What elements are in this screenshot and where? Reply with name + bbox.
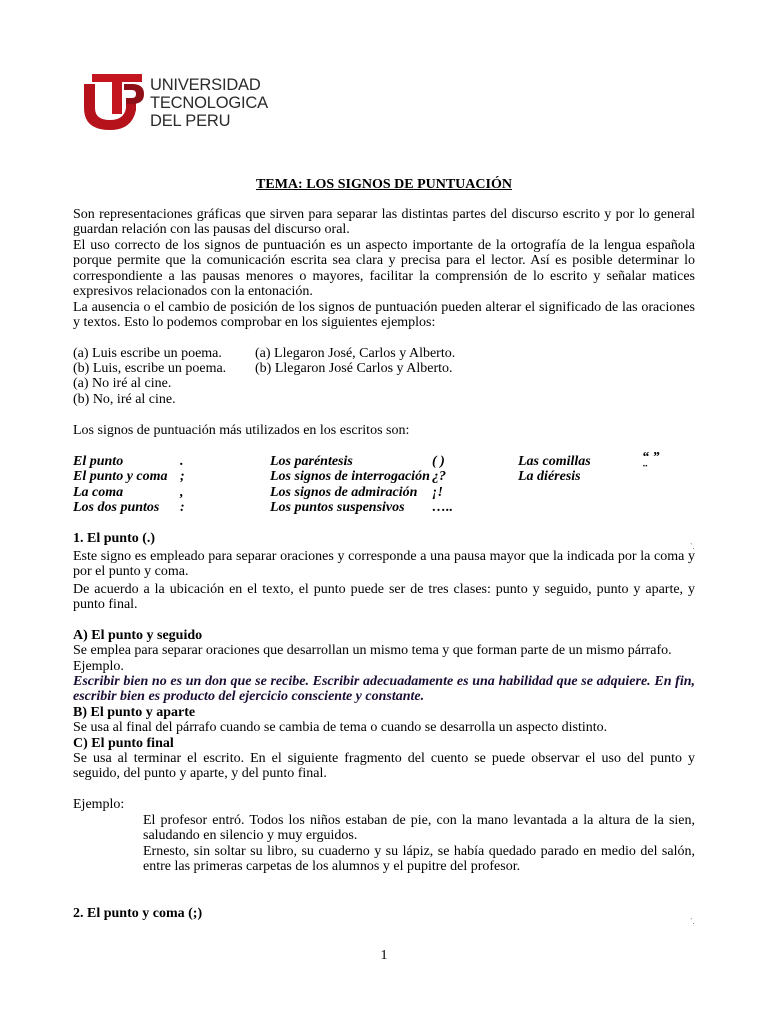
sign-name: Los dos puntos <box>73 500 160 515</box>
intro-paragraph-2: El uso correcto de los signos de puntuación es un aspecto importante de la ortografía de la lengua española porque permite que la comunicación escrita sea clara y precisa para el lector. Así es posible determinar lo correspondiente a las pausas menores o mayores, facilitar la comprensión de lo escrito y señalar matices expresivos relacionados con la entonación. <box>73 238 695 300</box>
section1-paragraph-1: Este signo es empleado para separar oraciones y corresponde a una pausa mayor que la indicada por la coma y por el punto y coma. <box>73 549 695 580</box>
sign-name: El punto <box>73 454 124 469</box>
example-right-1: (a) Llegaron José, Carlos y Alberto. <box>255 346 456 361</box>
sign-name: La coma <box>73 485 124 500</box>
example-left-4: (b) No, iré al cine. <box>73 392 176 407</box>
subsection-text: Se emplea para separar oraciones que desarrollan un mismo tema y que forman parte de un mismo párrafo. <box>73 643 672 658</box>
sign-name: El punto y coma <box>73 469 168 484</box>
sign-symbol: ¿? <box>432 469 446 484</box>
example-left-3: (a) No iré al cine. <box>73 376 172 391</box>
sign-symbol: , <box>180 485 184 500</box>
sign-name: Las comillas <box>518 454 591 469</box>
utp-emblem-icon <box>82 70 146 132</box>
subsection-text: Se usa al final del párrafo cuando se cambia de tema o cuando se desarrolla un aspecto distinto. <box>73 720 608 735</box>
sign-name: Los signos de admiración <box>270 485 418 500</box>
logo-line-1: UNIVERSIDAD <box>150 76 261 94</box>
example-right-2: (b) Llegaron José Carlos y Alberto. <box>255 361 453 376</box>
sign-symbol: : <box>180 500 185 515</box>
sign-symbol: ….. <box>432 500 453 515</box>
sign-symbol: ¡! <box>432 485 443 500</box>
speck-mark: `. <box>690 917 695 926</box>
page-number: 1 <box>380 948 388 963</box>
section-heading: 2. El punto y coma (;) <box>73 906 203 921</box>
quote-paragraph-2: Ernesto, sin soltar su libro, su cuaderno y su lápiz, se había quedado parado en medio del salón, entre las primeras carpetas de los alumnos y el pupitre del profesor. <box>143 844 695 875</box>
intro-paragraph-3: La ausencia o el cambio de posición de los signos de puntuación pueden alterar el significado de las oraciones y textos. Esto lo podemos comprobar en los siguientes ejemplos: <box>73 300 695 331</box>
sign-symbol: ( ) <box>432 454 445 469</box>
section1-paragraph-2: De acuerdo a la ubicación en el texto, el punto puede ser de tres clases: punto y seguido, punto y aparte, y punto final. <box>73 582 695 613</box>
quote-paragraph-1: El profesor entró. Todos los niños estaban de pie, con la mano levantada a la altura de la sien, saludando en silencio y muy erguidos. <box>143 813 695 844</box>
intro-paragraph-1: Son representaciones gráficas que sirven para separar las distintas partes del discurso escrito y por lo general guardan relación con las pausas del discurso oral. <box>73 207 695 238</box>
example-label: Ejemplo. <box>73 659 124 674</box>
university-logo <box>82 70 268 132</box>
subsection-heading: C) El punto final <box>73 736 174 751</box>
logo-line-3: DEL PERU <box>150 112 231 130</box>
sign-name: Los paréntesis <box>270 454 353 469</box>
speck-mark: `. <box>690 542 695 551</box>
sign-symbol: . <box>180 454 184 469</box>
subsection-heading: B) El punto y aparte <box>73 705 196 720</box>
subsection-heading: A) El punto y seguido <box>73 628 203 643</box>
subsection-text: Se usa al terminar el escrito. En el siguiente fragmento del cuento se puede observar el uso del punto y seguido, del punto y aparte, y del punto final. <box>73 751 695 782</box>
logo-line-2: TECNOLOGICA <box>150 94 268 112</box>
sign-name: Los puntos suspensivos <box>270 500 405 515</box>
sign-symbol: ; <box>180 469 185 484</box>
example-label: Ejemplo: <box>73 797 125 812</box>
sign-symbol: ¨ <box>642 463 647 478</box>
signs-intro: Los signos de puntuación más utilizados en los escritos son: <box>73 423 410 438</box>
sign-name: Los signos de interrogación <box>270 469 430 484</box>
page-title: TEMA: LOS SIGNOS DE PUNTUACIÓN <box>256 177 512 192</box>
example-left-1: (a) Luis escribe un poema. <box>73 346 222 361</box>
example-text: Escribir bien no es un don que se recibe. Escribir adecuadamente es una habilidad que se adquiere. En fin, escribir bien es producto del ejercicio consciente y constante. <box>73 674 695 705</box>
section-heading: 1. El punto (.) <box>73 531 156 546</box>
sign-name: La diéresis <box>518 469 581 484</box>
sign-symbol: “ ” <box>642 450 660 465</box>
example-left-2: (b) Luis, escribe un poema. <box>73 361 227 376</box>
